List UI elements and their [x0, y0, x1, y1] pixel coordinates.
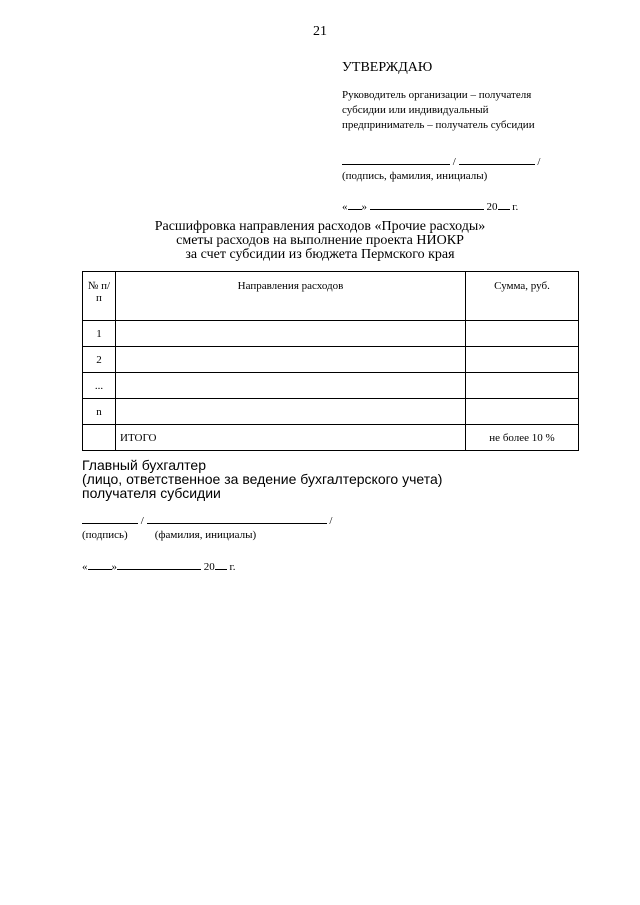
row-direction-cell[interactable]: [116, 373, 466, 399]
approval-line: Руководитель организации – получателя: [342, 89, 532, 101]
approval-title: УТВЕРЖДАЮ: [342, 60, 433, 75]
date-suffix: г.: [229, 561, 236, 573]
row-num: n: [83, 399, 116, 425]
date-open-quote: «: [82, 561, 88, 573]
accountant-line: Главный бухгалтер: [82, 457, 206, 473]
header-sum: Сумма, руб.: [466, 272, 579, 321]
signature-blank[interactable]: [82, 512, 138, 524]
accountant-line: получателя субсидии: [82, 485, 221, 501]
table-row: [83, 399, 579, 425]
title-line: сметы расходов на выполнение проекта НИОКР: [176, 233, 464, 248]
row-direction-cell[interactable]: [116, 321, 466, 347]
title-line: Расшифровка направления расходов «Прочие расходы»: [154, 219, 486, 234]
table-row: [83, 321, 579, 347]
year-blank[interactable]: [215, 558, 227, 570]
total-num-cell: [83, 425, 116, 451]
row-sum-cell[interactable]: [466, 321, 579, 347]
date-close-quote: »: [111, 561, 117, 573]
date-open-quote: «: [342, 201, 348, 213]
total-sum: не более 10 %: [466, 425, 579, 451]
table-row: [83, 373, 579, 399]
row-direction-cell[interactable]: [116, 347, 466, 373]
accountant-signature-line[interactable]: / /: [82, 512, 332, 527]
total-label: ИТОГО: [116, 425, 466, 451]
row-sum-cell[interactable]: [466, 347, 579, 373]
month-blank[interactable]: [370, 198, 484, 210]
expenses-table: [82, 271, 579, 451]
date-year: 20: [203, 561, 215, 573]
day-blank[interactable]: [88, 558, 112, 570]
table-total-row: [83, 425, 579, 451]
caption-signature: (подпись): [82, 529, 128, 541]
date-suffix: г.: [512, 201, 519, 213]
approval-date-line[interactable]: [342, 198, 602, 213]
table-header-row: [83, 272, 579, 321]
approval-signature-caption: (подпись, фамилия, инициалы): [342, 170, 488, 182]
year-blank[interactable]: [498, 198, 510, 210]
page-number: 21: [313, 24, 327, 39]
caption-name: (фамилия, инициалы): [154, 529, 257, 541]
header-num: № п/п: [83, 272, 116, 321]
signature-blank[interactable]: [342, 153, 450, 165]
approval-line: субсидии или индивидуальный: [342, 104, 489, 116]
accountant-line: (лицо, ответственное за ведение бухгалтерского учета): [82, 471, 443, 487]
document-title: [0, 220, 640, 262]
row-num: 2: [83, 347, 116, 373]
approval-block: [342, 60, 602, 213]
row-num: ...: [83, 373, 116, 399]
title-line: за счет субсидии из бюджета Пермского края: [185, 247, 455, 262]
accountant-date-line[interactable]: [82, 558, 236, 573]
accountant-block: [82, 458, 442, 500]
approval-line: предприниматель – получатель субсидии: [342, 119, 535, 131]
month-blank[interactable]: [117, 558, 201, 570]
row-sum-cell[interactable]: [466, 399, 579, 425]
date-year: 20: [486, 201, 498, 213]
approval-signature-line[interactable]: / /: [342, 153, 602, 168]
row-direction-cell[interactable]: [116, 399, 466, 425]
table-row: [83, 347, 579, 373]
date-close-quote: »: [361, 201, 367, 213]
row-num: 1: [83, 321, 116, 347]
accountant-signature-caption: [82, 529, 256, 541]
name-blank[interactable]: [147, 512, 327, 524]
header-direction: Направления расходов: [116, 272, 466, 321]
approval-position: [342, 88, 602, 133]
name-blank[interactable]: [459, 153, 535, 165]
row-sum-cell[interactable]: [466, 373, 579, 399]
day-blank[interactable]: [348, 198, 362, 210]
